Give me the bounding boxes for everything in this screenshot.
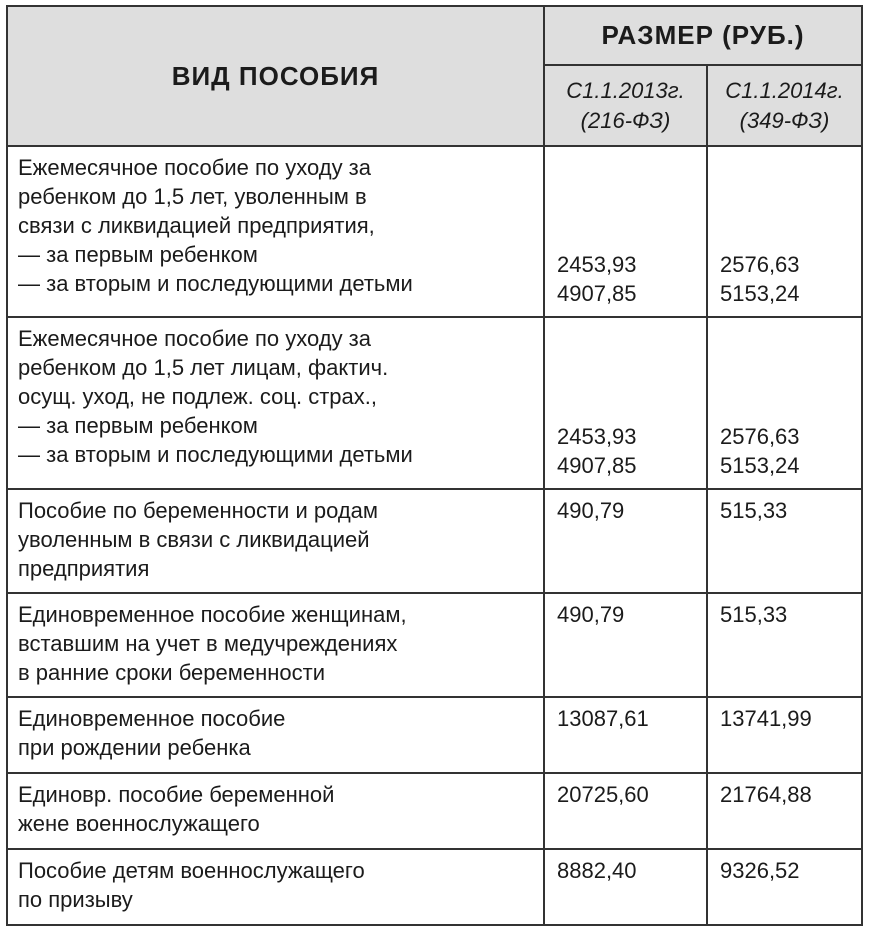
description-line: ребенком до 1,5 лет лицам, фактич.: [18, 355, 389, 380]
amount-value: 490,79: [557, 498, 625, 523]
table-row: [7, 489, 862, 593]
amount-value: 8882,40: [557, 858, 637, 883]
law-2014-line: (349-ФЗ): [739, 107, 830, 133]
amount-2013-cell: [544, 773, 707, 849]
date-2013-header: [544, 65, 707, 146]
description-line: в ранние сроки беременности: [18, 660, 326, 685]
amount-2014-cell: [707, 849, 862, 925]
amount-2013-cell: [544, 697, 707, 773]
description-line: вставшим на учет в медучреждениях: [18, 631, 398, 656]
amount-2014-cell: [707, 773, 862, 849]
description-line: Ежемесячное пособие по уходу за: [18, 326, 371, 351]
amount-value: 21764,88: [720, 782, 812, 807]
description-line: по призыву: [18, 887, 133, 912]
description-line: ребенком до 1,5 лет, уволенным в: [18, 184, 367, 209]
amount-value: 5153,24: [720, 453, 800, 478]
benefit-description: [7, 146, 544, 317]
description-line: Единовременное пособие: [18, 706, 286, 731]
description-line: Пособие по беременности и родам: [18, 498, 379, 523]
amount-2014-cell: [707, 146, 862, 317]
amount-value: 2453,93: [557, 424, 637, 449]
law-2013-line: (216-ФЗ): [580, 107, 671, 133]
description-line: при рождении ребенка: [18, 735, 251, 760]
benefit-description: [7, 317, 544, 489]
amount-value: 515,33: [720, 602, 788, 627]
amount-value: 5153,24: [720, 281, 800, 306]
amount-2014-cell: [707, 697, 862, 773]
description-line: — за первым ребенком: [18, 413, 258, 438]
description-line: Единовременное пособие женщинам,: [18, 602, 407, 627]
amount-2014-cell: [707, 593, 862, 697]
description-line: Пособие детям военнослужащего: [18, 858, 365, 883]
amount-2013-cell: [544, 489, 707, 593]
benefit-description: [7, 593, 544, 697]
amount-value: 2453,93: [557, 252, 637, 277]
table-row: [7, 773, 862, 849]
description-line: — за вторым и последующими детьми: [18, 271, 413, 296]
benefit-description: [7, 773, 544, 849]
amount-value: 4907,85: [557, 281, 637, 306]
table-row: [7, 849, 862, 925]
description-line: Единовр. пособие беременной: [18, 782, 335, 807]
benefit-type-header: ВИД ПОСОБИЯ: [7, 6, 544, 146]
amount-value: 13087,61: [557, 706, 649, 731]
amount-value: 13741,99: [720, 706, 812, 731]
description-line: уволенным в связи с ликвидацией: [18, 527, 370, 552]
amount-value: 9326,52: [720, 858, 800, 883]
date-2014-header: [707, 65, 862, 146]
amount-value: 515,33: [720, 498, 788, 523]
benefit-description: [7, 489, 544, 593]
amount-2013-cell: [544, 317, 707, 489]
table-row: [7, 317, 862, 489]
description-line: Ежемесячное пособие по уходу за: [18, 155, 371, 180]
table-row: [7, 146, 862, 317]
amount-2013-cell: [544, 146, 707, 317]
amount-value: 490,79: [557, 602, 625, 627]
description-line: — за вторым и последующими детьми: [18, 442, 413, 467]
description-line: — за первым ребенком: [18, 242, 258, 267]
amount-value: 2576,63: [720, 424, 800, 449]
amount-2014-cell: [707, 317, 862, 489]
benefits-table: [6, 5, 863, 926]
amount-header: РАЗМЕР (РУБ.): [544, 6, 862, 65]
header-row: [7, 6, 862, 65]
description-line: осущ. уход, не подлеж. соц. страх.,: [18, 384, 377, 409]
table-row: [7, 593, 862, 697]
amount-2014-cell: [707, 489, 862, 593]
benefit-description: [7, 697, 544, 773]
description-line: предприятия: [18, 556, 150, 581]
table-row: [7, 697, 862, 773]
description-line: связи с ликвидацией предприятия,: [18, 213, 375, 238]
description-line: жене военнослужащего: [18, 811, 260, 836]
amount-2013-cell: [544, 593, 707, 697]
amount-value: 2576,63: [720, 252, 800, 277]
benefit-description: [7, 849, 544, 925]
date-2013-line: С1.1.2013г.: [566, 77, 685, 103]
amount-value: 4907,85: [557, 453, 637, 478]
amount-2013-cell: [544, 849, 707, 925]
date-2014-line: С1.1.2014г.: [725, 77, 844, 103]
amount-value: 20725,60: [557, 782, 649, 807]
